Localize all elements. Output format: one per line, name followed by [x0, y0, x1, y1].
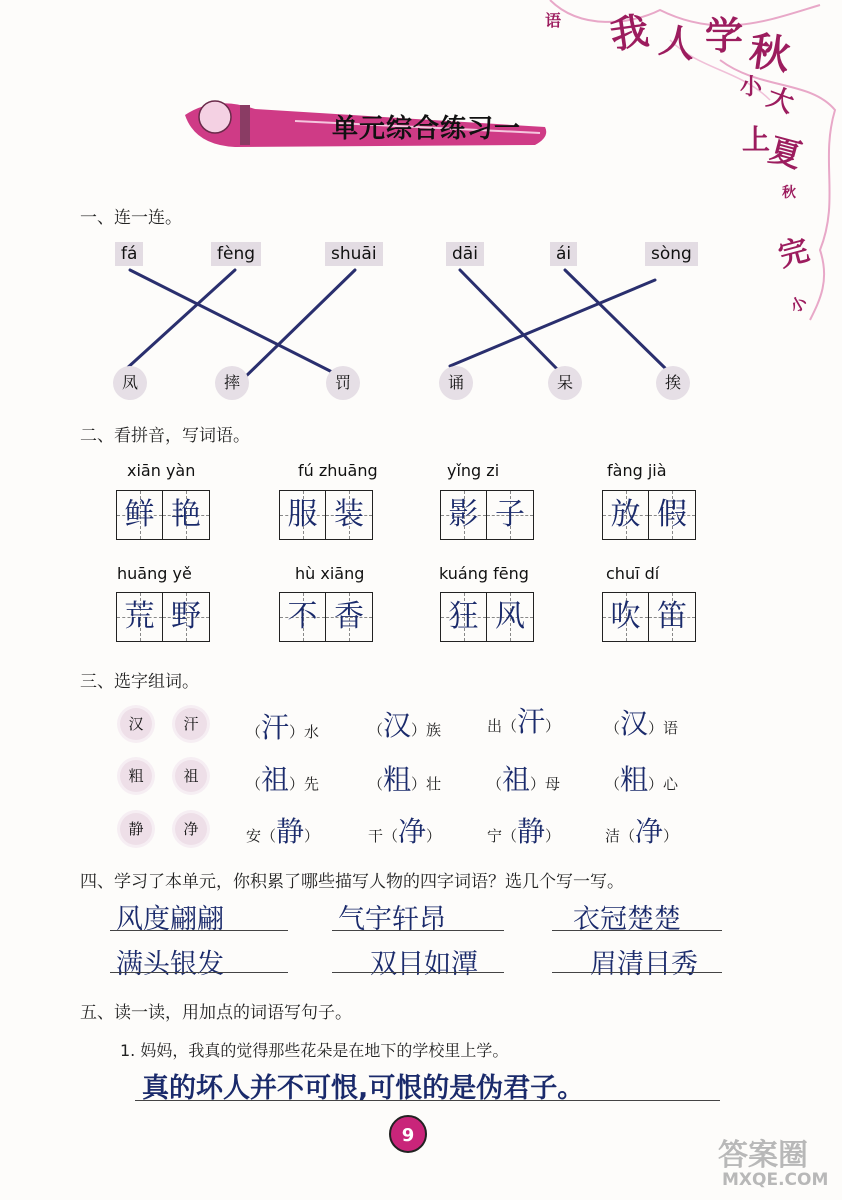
tianzige-grid [440, 592, 534, 642]
pinyin-box: fèng [211, 242, 261, 266]
corner-word: 学 [705, 13, 744, 58]
pinyin-label: huāng yě [117, 564, 192, 583]
pinyin-box: dāi [446, 242, 484, 266]
watermark-url: MXQE.COM [722, 1170, 829, 1190]
fill-blank: 安（静） [246, 815, 320, 848]
page-title: 单元综合练习一 [332, 114, 522, 144]
fill-blank: （祖）母 [487, 763, 561, 796]
written-char: 荒 [124, 599, 155, 634]
handwritten-answer: 气宇轩昂 [338, 904, 446, 935]
answer-line [110, 972, 288, 973]
answer-char: 汉 [620, 707, 649, 740]
watermark-logo: 答案圈 [718, 1138, 808, 1173]
answer-char: 汉 [383, 709, 412, 742]
hanzi-circle: 摔 [215, 366, 249, 400]
handwritten-answer: 眉清目秀 [590, 949, 698, 980]
hanzi-circle: 凤 [113, 366, 147, 400]
pinyin-box: ái [550, 242, 577, 266]
tianzige-grid [116, 592, 210, 642]
section-4-heading: 四、学习了本单元，你积累了哪些描写人物的四字词语？选几个写一写。 [80, 872, 624, 892]
corner-word: 我 [607, 7, 652, 58]
fill-blank: （汗）水 [246, 711, 320, 744]
answer-char: 净 [635, 815, 664, 848]
handwritten-sentence: 真的坏人并不可恨,可恨的是伪君子。 [142, 1073, 585, 1104]
section-1-heading: 一、连一连。 [80, 208, 182, 228]
option-char: 静 [120, 813, 152, 845]
written-char: 香 [334, 599, 364, 634]
pinyin-label: hù xiāng [295, 564, 365, 583]
handwritten-answer: 双目如潭 [370, 949, 478, 980]
written-char: 影 [448, 497, 479, 532]
tianzige-grid [602, 490, 696, 540]
fill-blank: （粗）壮 [368, 763, 442, 796]
answer-line [110, 930, 288, 931]
written-char: 放 [610, 497, 641, 532]
matching-lines [0, 0, 842, 420]
answer-line [552, 972, 722, 973]
corner-word: 夏 [765, 130, 806, 176]
option-char: 汉 [120, 708, 152, 740]
corner-word: 大 [762, 82, 798, 120]
tianzige-grid [116, 490, 210, 540]
option-char: 粗 [120, 760, 152, 792]
written-char: 鲜 [124, 497, 155, 532]
answer-line [332, 972, 504, 973]
fill-blank: （祖）先 [246, 763, 320, 796]
corner-word: 上 [742, 123, 771, 156]
written-char: 艳 [171, 497, 201, 532]
tianzige-grid [279, 592, 373, 642]
pinyin-label: fàng jià [607, 461, 667, 480]
answer-char: 净 [398, 815, 427, 848]
answer-line [332, 930, 504, 931]
corner-word: 人 [656, 19, 699, 67]
hanzi-circle: 罚 [326, 366, 360, 400]
tianzige-grid [602, 592, 696, 642]
answer-char: 粗 [620, 763, 649, 796]
answer-line [552, 930, 722, 931]
written-char: 野 [171, 599, 201, 634]
corner-word: 小 [740, 74, 763, 100]
corner-word: 小 [786, 292, 811, 317]
answer-char: 汗 [517, 705, 546, 738]
written-char: 不 [287, 599, 318, 634]
answer-line [135, 1100, 720, 1101]
written-char: 风 [495, 599, 525, 634]
answer-char: 静 [276, 815, 305, 848]
hanzi-circle: 诵 [439, 366, 473, 400]
answer-char: 汗 [261, 711, 290, 744]
corner-word: 秋 [782, 185, 796, 201]
match-line [130, 270, 340, 376]
tianzige-grid [440, 490, 534, 540]
written-char: 子 [495, 497, 525, 532]
section-3-heading: 三、选字组词。 [80, 672, 199, 692]
pinyin-label: fú zhuāng [298, 461, 378, 480]
pinyin-box: shuāi [325, 242, 383, 266]
written-char: 吹 [610, 599, 641, 634]
example-sentence: 1. 妈妈，我真的觉得那些花朵是在地下的学校里上学。 [120, 1041, 509, 1060]
fill-blank: （汉）语 [605, 707, 679, 740]
answer-char: 祖 [502, 763, 531, 796]
answer-char: 祖 [261, 763, 290, 796]
handwritten-answer: 满头银发 [116, 949, 224, 980]
written-char: 假 [657, 497, 687, 532]
fill-blank: 宁（静） [487, 815, 561, 848]
written-char: 狂 [448, 599, 479, 634]
option-char: 祖 [175, 760, 207, 792]
section-2-heading: 二、看拼音，写词语。 [80, 426, 250, 446]
hanzi-circle: 挨 [656, 366, 690, 400]
answer-char: 静 [517, 815, 546, 848]
pinyin-box: fá [115, 242, 143, 266]
match-line [565, 270, 665, 368]
pinyin-label: xiān yàn [127, 461, 196, 480]
page-number: 9 [389, 1115, 427, 1153]
handwritten-answer: 风度翩翩 [116, 904, 224, 935]
corner-word: 秋 [746, 27, 793, 80]
pinyin-box: sòng [645, 242, 698, 266]
handwritten-answer: 衣冠楚楚 [573, 904, 681, 935]
tianzige-grid [279, 490, 373, 540]
pinyin-label: kuáng fēng [439, 564, 529, 583]
corner-word: 完 [774, 232, 813, 275]
written-char: 笛 [657, 599, 687, 634]
fill-blank: （汉）族 [368, 709, 442, 742]
answer-char: 粗 [383, 763, 412, 796]
fill-blank: 干（净） [368, 815, 442, 848]
fill-blank: 洁（净） [605, 815, 679, 848]
fill-blank: （粗）心 [605, 763, 679, 796]
written-char: 装 [334, 497, 364, 532]
section-5-heading: 五、读一读，用加点的词语写句子。 [80, 1003, 352, 1023]
fill-blank: 出（汗） [487, 705, 561, 738]
corner-word: 语 [545, 11, 562, 30]
hanzi-circle: 呆 [548, 366, 582, 400]
written-char: 服 [287, 497, 318, 532]
match-line [240, 270, 355, 382]
option-char: 净 [175, 813, 207, 845]
pinyin-label: chuī dí [606, 564, 660, 583]
pinyin-label: yǐng zi [447, 461, 500, 480]
match-line [125, 270, 235, 370]
option-char: 汗 [175, 708, 207, 740]
